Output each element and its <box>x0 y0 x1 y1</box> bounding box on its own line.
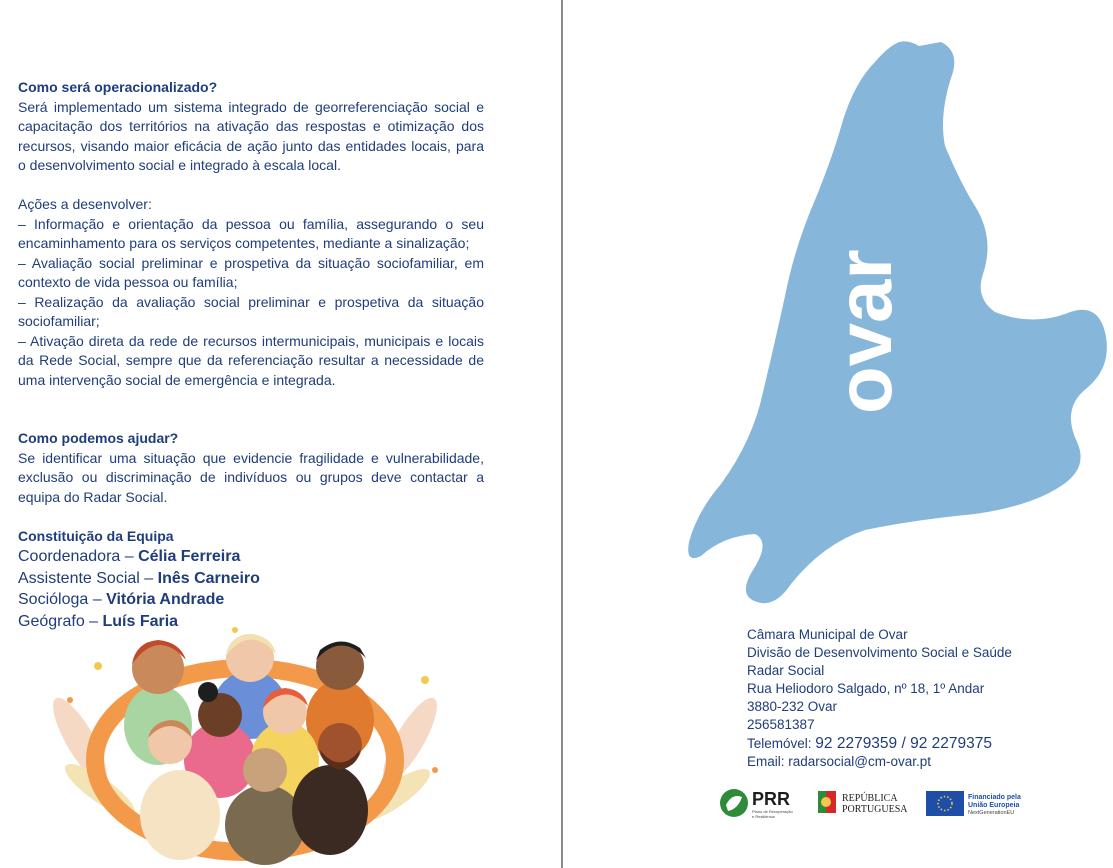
mobile-label: Telemóvel: <box>747 736 816 751</box>
email-link[interactable]: radarsocial@cm-ovar.pt <box>788 754 932 769</box>
member-role: Geógrafo – <box>18 612 103 630</box>
funding-logos <box>720 783 1040 823</box>
contact-line: Câmara Municipal de Ovar <box>747 627 908 642</box>
member-name: Vitória Andrade <box>106 591 225 608</box>
group-hug-illustration <box>40 620 450 868</box>
eu-logo <box>926 791 1021 816</box>
section-ajuda <box>18 429 484 507</box>
section-body: Será implementado um sistema integrado de georreferenciação social e capacitação dos territórios na ativação das respostas e otimização dos recursos, visando maior eficácia de ação junto das entidades locais, para o desenvolvimento social e integrado à escala local. <box>18 98 484 173</box>
section-heading: Como será operacionalizado? <box>18 79 218 95</box>
eu-line3: NextGenerationEU <box>968 810 1015 816</box>
eu-line1: Financiado pela <box>968 794 1021 801</box>
contact-line: Rua Heliodoro Salgado, nº 18, 1º Andar <box>747 681 985 696</box>
email-line <box>747 753 1087 771</box>
map-label: ovar <box>820 249 908 414</box>
team-member <box>18 568 498 590</box>
mobile-line <box>747 735 1087 753</box>
rp-line2: PORTUGUESA <box>842 804 908 815</box>
contact-block <box>747 626 1087 771</box>
member-name: Inês Carneiro <box>157 569 260 587</box>
right-page <box>563 0 1113 868</box>
eu-line2: União Europeia <box>968 802 1020 809</box>
team-block <box>18 526 498 632</box>
list-item: – Informação e orientação da pessoa ou família, assegurando o seu encaminhamento para os serviços competentes, mediante a sinalização; <box>18 215 484 251</box>
republica-portuguesa-logo <box>818 791 908 815</box>
mobile-numbers[interactable]: 92 2279359 / 92 2279375 <box>815 735 992 752</box>
contact-line: 256581387 <box>747 717 815 732</box>
team-member <box>18 589 498 611</box>
list-item: – Avaliação social preliminar e prospetiva da situação sociofamiliar, em contexto de vida pessoa ou família; <box>18 254 484 290</box>
email-label: Email: <box>747 754 789 769</box>
section-body: Se identificar uma situação que evidencie fragilidade e vulnerabilidade, exclusão ou discriminação de indivíduos ou grupos deve contactar a equipa do Radar Social. <box>18 449 484 505</box>
contact-line: 3880-232 Ovar <box>747 699 838 714</box>
ovar-map <box>683 36 1113 611</box>
member-role: Socióloga – <box>18 591 107 608</box>
member-name: Luís Faria <box>102 612 179 630</box>
prr-title: PRR <box>752 789 791 809</box>
member-role: Coordenadora – <box>18 548 139 565</box>
member-role: Assistente Social – <box>18 569 158 587</box>
prr-subtitle: e Resiliência <box>752 814 775 819</box>
section-operacionalizacao <box>18 78 484 176</box>
section-acoes <box>18 195 484 390</box>
team-heading: Constituição da Equipa <box>18 528 174 544</box>
section-heading: Ações a desenvolver: <box>18 196 152 212</box>
list-item: – Realização da avaliação social preliminar e prospetiva da situação sociofamiliar; <box>18 293 484 329</box>
team-member <box>18 546 498 568</box>
section-heading: Como podemos ajudar? <box>18 430 179 446</box>
rp-line1: REPÚBLICA <box>842 793 898 804</box>
contact-line: Radar Social <box>747 663 825 678</box>
list-item: – Ativação direta da rede de recursos intermunicipais, municipais e locais da Rede Social, sempre que da referenciação resultar a necessidade de uma intervenção social de emergência e integrada. <box>18 332 484 388</box>
contact-line: Divisão de Desenvolvimento Social e Saúde <box>747 645 1012 660</box>
prr-logo <box>720 789 793 819</box>
member-name: Célia Ferreira <box>138 548 241 565</box>
prr-subtitle: Plano de Recuperação <box>752 809 793 814</box>
